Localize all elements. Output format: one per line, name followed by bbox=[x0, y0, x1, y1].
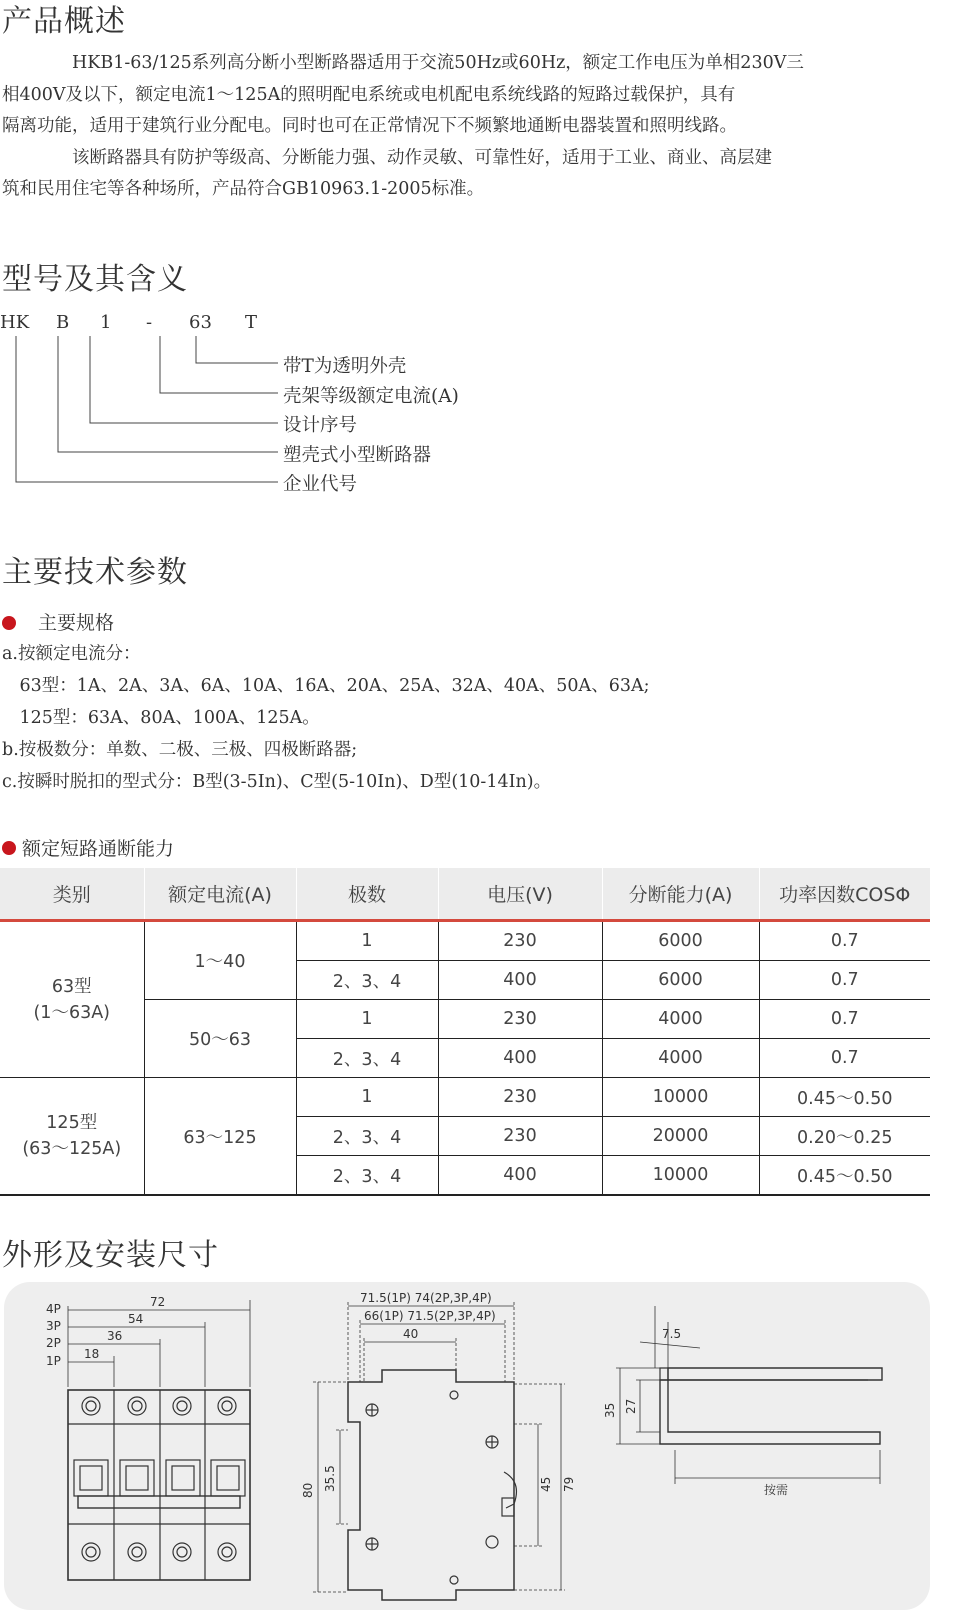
dim-79: 79 bbox=[562, 1476, 576, 1492]
dim-27: 27 bbox=[624, 1398, 638, 1414]
cell-voltage: 230 bbox=[438, 1078, 602, 1117]
dimension-drawings bbox=[0, 1282, 935, 1610]
cell-poles: 1 bbox=[296, 1078, 438, 1117]
label-4p: 4P bbox=[46, 1302, 61, 1316]
spec-a: a.按额定电流分： bbox=[2, 644, 141, 664]
cell-pf: 0.45～0.50 bbox=[759, 1078, 930, 1117]
side-view-drawing bbox=[313, 1302, 565, 1600]
spec-b: b.按极数分：单数、二极、三极、四极断路器; bbox=[2, 740, 358, 760]
bullet-label: 额定短路通断能力 bbox=[22, 838, 175, 860]
dim-35-5: 35.5 bbox=[323, 1465, 337, 1492]
dim-80: 80 bbox=[301, 1482, 315, 1498]
overview-line: 该断路器具有防护等级高、分断能力强、动作灵敏、可靠性好，适用于工业、商业、高层建 bbox=[2, 147, 772, 168]
bullet-dot-icon bbox=[2, 841, 16, 855]
cell-current: 50～63 bbox=[144, 1000, 296, 1078]
overview-paragraph bbox=[2, 48, 957, 206]
dim-18: 18 bbox=[84, 1347, 100, 1361]
cell-breaking: 10000 bbox=[602, 1078, 759, 1117]
cell-category-63 bbox=[0, 921, 144, 1078]
dim-depth-inner: 66(1P) 71.5(2P,3P,4P) bbox=[364, 1309, 496, 1323]
model-meaning-frame-current: 壳架等级额定电流(A) bbox=[283, 386, 459, 407]
dim-35: 35 bbox=[603, 1402, 617, 1418]
front-view-labels bbox=[46, 1295, 165, 1368]
spec-a2: 125型：63A、80A、100A、125A。 bbox=[2, 708, 320, 728]
table-row bbox=[0, 921, 930, 961]
cell-pf: 0.45～0.50 bbox=[759, 1156, 930, 1196]
cell-poles: 2、3、4 bbox=[296, 1117, 438, 1156]
cell-poles: 1 bbox=[296, 1000, 438, 1039]
section-title-tech: 主要技术参数 bbox=[2, 555, 188, 590]
spec-a1: 63型：1A、2A、3A、6A、10A、16A、20A、25A、32A、40A、50A、63A; bbox=[2, 676, 650, 696]
dim-7-5: 7.5 bbox=[662, 1327, 682, 1341]
header-power-factor: 功率因数COSΦ bbox=[759, 868, 930, 921]
cell-category-125 bbox=[0, 1078, 144, 1196]
cell-voltage: 230 bbox=[438, 1117, 602, 1156]
cell-poles: 2、3、4 bbox=[296, 1156, 438, 1196]
cell-pf: 0.7 bbox=[759, 1039, 930, 1078]
label-1p: 1P bbox=[46, 1354, 61, 1368]
cell-current: 63～125 bbox=[144, 1078, 296, 1196]
model-code-leader-lines bbox=[0, 330, 290, 505]
cell-pf: 0.7 bbox=[759, 1000, 930, 1039]
cell-pf: 0.7 bbox=[759, 961, 930, 1000]
dim-45: 45 bbox=[539, 1476, 553, 1492]
category-range: (63～125A) bbox=[22, 1139, 122, 1159]
model-meaning-design-no: 设计序号 bbox=[283, 415, 358, 436]
model-code-63: 63 bbox=[189, 312, 212, 333]
model-meaning-t: 带T为透明外壳 bbox=[283, 356, 407, 377]
model-code-1: 1 bbox=[100, 312, 112, 333]
dim-depth: 71.5(1P) 74(2P,3P,4P) bbox=[360, 1291, 492, 1305]
header-voltage: 电压(V) bbox=[438, 868, 602, 921]
din-rail-labels bbox=[603, 1327, 788, 1497]
table-row bbox=[0, 1078, 930, 1117]
category-name: 125型 bbox=[46, 1113, 98, 1133]
spec-c: c.按瞬时脱扣的型式分：B型(3-5In)、C型(5-10In)、D型(10-14In)。 bbox=[2, 772, 552, 792]
cell-breaking: 4000 bbox=[602, 1000, 759, 1039]
model-meaning-type: 塑壳式小型断路器 bbox=[283, 445, 432, 466]
cell-poles: 2、3、4 bbox=[296, 961, 438, 1000]
cell-pf: 0.7 bbox=[759, 921, 930, 961]
bullet-label: 主要规格 bbox=[38, 612, 115, 634]
overview-line: 筑和民用住宅等各种场所，产品符合GB10963.1-2005标准。 bbox=[2, 179, 485, 199]
header-category: 类别 bbox=[0, 868, 144, 921]
model-code-b: B bbox=[56, 312, 70, 333]
front-view-drawing bbox=[68, 1300, 250, 1580]
cell-voltage: 230 bbox=[438, 921, 602, 961]
header-poles: 极数 bbox=[296, 868, 438, 921]
model-code-t: T bbox=[245, 312, 258, 333]
category-range: (1～63A) bbox=[33, 1002, 111, 1023]
overview-line: 隔离功能，适用于建筑行业分配电。同时也可在正常情况下不频繁地通断电器装置和照明线路。 bbox=[2, 116, 737, 136]
table-header-row bbox=[0, 868, 930, 921]
overview-line: HKB1-63/125系列高分断小型断路器适用于交流50Hz或60Hz，额定工作电压为单相230V三 bbox=[2, 53, 804, 73]
label-3p: 3P bbox=[46, 1319, 61, 1333]
bullet-breaking-capacity bbox=[2, 834, 174, 861]
cell-voltage: 400 bbox=[438, 1039, 602, 1078]
label-2p: 2P bbox=[46, 1336, 61, 1350]
dim-length: 按需 bbox=[764, 1483, 789, 1497]
model-code-dash: - bbox=[146, 312, 153, 333]
dim-36: 36 bbox=[107, 1329, 123, 1343]
cell-breaking: 6000 bbox=[602, 921, 759, 961]
header-rated-current: 额定电流(A) bbox=[144, 868, 296, 921]
cell-current: 1～40 bbox=[144, 921, 296, 1000]
header-breaking-capacity: 分断能力(A) bbox=[602, 868, 759, 921]
cell-voltage: 230 bbox=[438, 1000, 602, 1039]
cell-voltage: 400 bbox=[438, 1156, 602, 1196]
cell-breaking: 20000 bbox=[602, 1117, 759, 1156]
din-rail-drawing bbox=[616, 1306, 882, 1484]
cell-poles: 1 bbox=[296, 921, 438, 961]
bullet-main-specs bbox=[2, 608, 114, 635]
category-name: 63型 bbox=[51, 976, 92, 997]
dim-40: 40 bbox=[403, 1327, 419, 1341]
section-title-dimensions: 外形及安装尺寸 bbox=[2, 1238, 219, 1273]
section-title-overview: 产品概述 bbox=[2, 4, 126, 39]
cell-pf: 0.20～0.25 bbox=[759, 1117, 930, 1156]
cell-poles: 2、3、4 bbox=[296, 1039, 438, 1078]
cell-voltage: 400 bbox=[438, 961, 602, 1000]
model-meaning-company: 企业代号 bbox=[283, 474, 358, 495]
section-title-model: 型号及其含义 bbox=[2, 262, 188, 297]
cell-breaking: 10000 bbox=[602, 1156, 759, 1196]
cell-breaking: 4000 bbox=[602, 1039, 759, 1078]
breaking-capacity-table bbox=[0, 868, 930, 1196]
model-code-hk: HK bbox=[0, 312, 30, 333]
cell-breaking: 6000 bbox=[602, 961, 759, 1000]
dim-54: 54 bbox=[128, 1312, 144, 1326]
dim-72: 72 bbox=[150, 1295, 166, 1309]
overview-line: 相400V及以下，额定电流1～125A的照明配电系统或电机配电系统线路的短路过载保护，具有 bbox=[2, 84, 736, 105]
bullet-dot-icon bbox=[2, 616, 16, 630]
side-view-labels bbox=[301, 1291, 576, 1498]
